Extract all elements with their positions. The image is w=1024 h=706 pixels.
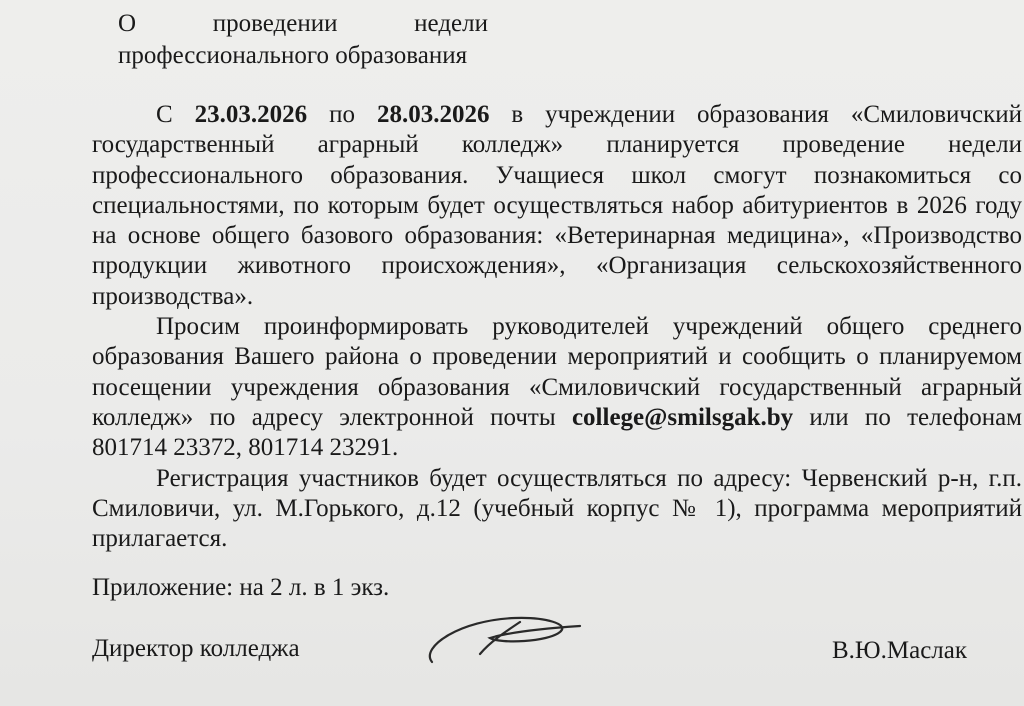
signer-title: Директор колледжа [92,635,300,662]
letter-body [92,100,1022,554]
subject-word: недели [414,10,488,37]
handwritten-signature [420,592,590,682]
paragraph-registration: Регистрация участников будет осуществляться по адресу: Червенский р-н, г.п. Смиловичи, ул. М.Горького, д.12 (учебный корпус № 1), программа мероприятий прилагается. [92,464,1022,553]
email-address: college@smilsgak.by [571,403,794,431]
text: Просим проинформировать руководителей учреждений общего среднего образования Вашего района о проведении мероприятий и сообщить о планируемом посещении учреждения образования «Смиловичский государственный аграрный колледж» по адресу электронной почты [92,313,1022,431]
date-to: 28.03.2026 [376,101,490,128]
text: или по телефонам 801714 23372, 801714 23291. [92,403,1022,462]
letter-subject [118,8,488,72]
text: в учреждении образования «Смиловичский государственный аграрный колледж» планируется проведение недели профессионального образования. Учащиеся школ смогут познакомиться со специальностями, по которым будет осуществляться набор абитуриентов в 2026 году на основе общего базового образования: «Ветеринарная медицина», «Производство продукции животного происхождения», «Организация сельскохозяйственного производства». [92,101,1022,310]
subject-line-2: профессионального образования [118,42,468,69]
paragraph-request [92,312,1022,463]
subject-word: проведении [212,10,338,37]
text: по [307,101,377,128]
attachment-note: Приложение: на 2 л. в 1 экз. [92,574,390,601]
subject-line-1 [118,8,488,40]
date-from: 23.03.2026 [194,101,308,128]
subject-word: О [118,10,137,37]
signer-name: В.Ю.Маслак [832,637,968,664]
text: С [156,101,195,128]
paragraph-dates [92,100,1022,312]
